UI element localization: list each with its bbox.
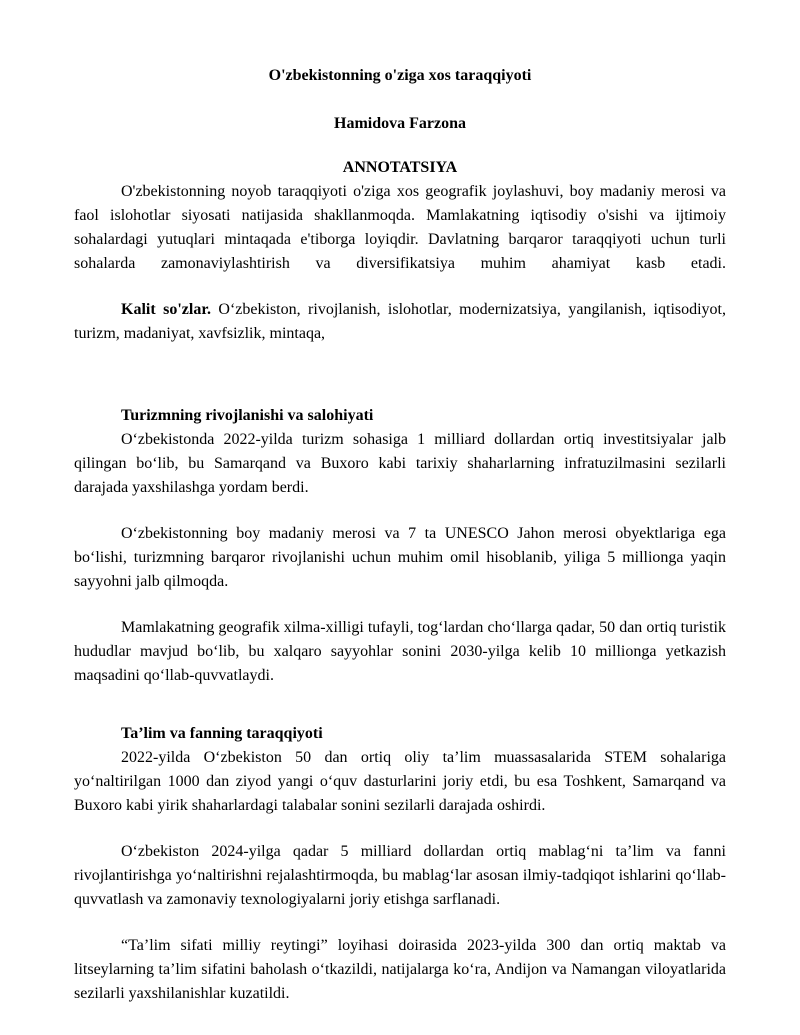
annotation-heading: ANNOTATSIYA [342,159,458,176]
spacer [74,594,726,616]
keywords-text: O‘zbekiston, rivojlanish, islohotlar, modernizatsiya, yangilanish, iqtisodiyot, turizm, madaniyat, xavfsizlik, mintaqa, [74,301,727,342]
section-paragraph: O‘zbekistonda 2022-yilda turizm sohasiga 1 milliard dollardan ortiq investitsiyalar jalb qilingan bo‘lib, bu Samarqand va Buxoro kabi tarixiy shaharlarning infratuzilmasini sezilarli darajada yaxshilashga yordam berdi. [74,431,726,496]
spacer [74,912,726,934]
section-paragraph: Mamlakatning geografik xilma-xilligi tufayli, tog‘lardan cho‘llarga qadar, 50 dan ortiq turistik hududlar mavjud bo‘lib, bu xalqaro sayyohlar sonini 2030-yilga kelib 10 millionga yetkazish maqsadini qo‘llab-quvvatlaydi. [74,619,726,684]
keywords-label: Kalit so'zlar. [121,301,211,318]
author-name: Hamidova Farzona [334,115,466,132]
spacer [74,818,726,840]
annotation-text: O'zbekistonning noyob taraqqiyoti o'ziga xos geografik joylashuvi, boy madaniy merosi va faol islohotlar siyosati natijasida shakllanmoqda. Mamlakatning iqtisodiy o'sishi va ijtimoiy sohalardagi yutuqlari mintaqada e'tiborga loyiqdir. Davlatning barqaror taraqqiyoti uchun turli sohalarda zamonaviylashtirish va diversifikatsiya muhim ahamiyat kasb etadi. [74,183,726,272]
section-heading-education: Ta’lim va fanning taraqqiyoti [121,725,323,742]
document-title: O'zbekistonning o'ziga xos taraqqiyoti [268,67,532,84]
section-paragraph: O‘zbekiston 2024-yilga qadar 5 milliard dollardan ortiq mablag‘ni ta’lim va fanni rivojlantirishga yo‘naltirishni rejalashtirmoqda, bu mablag‘lar asosan ilmiy-tadqiqot ishlarini qo‘llab-quvvatlash va zamonaviy texnologiyalarni joriy etishga sarflanadi. [74,843,726,908]
spacer [74,688,726,722]
section-paragraph: 2022-yilda O‘zbekiston 50 dan ortiq oliy ta’lim muassasalarida STEM sohalariga yo‘naltirilgan 1000 dan ziyod yangi o‘quv dasturlarini joriy etdi, bu esa Toshkent, Samarqand va Buxoro kabi yirik shaharlardagi talabalar sonini sezilarli darajada oshirdi. [74,749,726,814]
spacer [74,500,726,522]
spacer [74,346,726,404]
spacer [74,276,726,298]
section-heading-tourism: Turizmning rivojlanishi va salohiyati [121,407,374,424]
section-paragraph: O‘zbekistonning boy madaniy merosi va 7 ta UNESCO Jahon merosi obyektlariga ega bo‘lishi, turizmning barqaror rivojlanishi uchun muhim omil hisoblanib, yiliga 5 millionga yaqin sayyohni jalb qilmoqda. [74,525,726,590]
keywords-paragraph [74,298,726,346]
section-paragraph: “Ta’lim sifati milliy reytingi” loyihasi doirasida 2023-yilda 300 dan ortiq maktab va litseylarning ta’lim sifatini baholash o‘tkazildi, natijalarga ko‘ra, Andijon va Namangan viloyatlarida sezilarli yaxshilanishlar kuzatildi. [74,937,726,1002]
